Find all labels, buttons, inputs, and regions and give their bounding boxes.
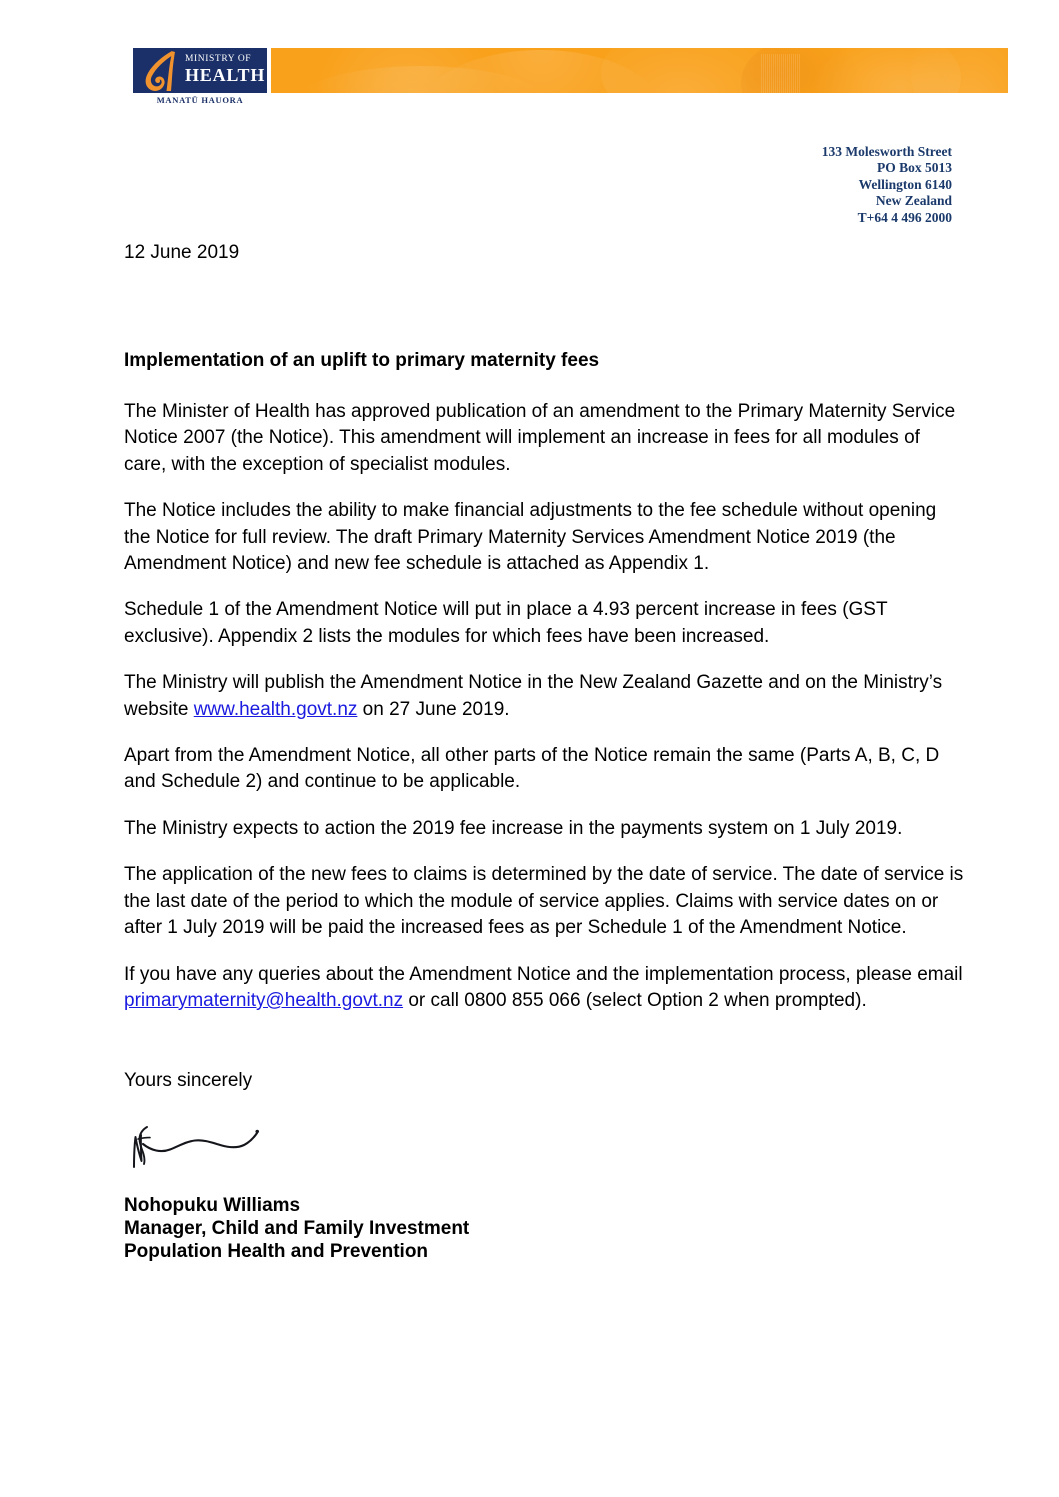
banner-swirl-7	[761, 54, 801, 93]
publication-text-after: on 27 June 2019.	[357, 698, 510, 720]
publication-text-before: The Ministry will publish the Amendment Notice in the New Zealand Gazette and on the Ministry’s website	[124, 672, 943, 720]
banner-swirl-2	[421, 50, 661, 93]
address-street: 133 Molesworth Street	[821, 144, 952, 159]
paragraph-publication-website	[124, 670, 965, 723]
sender-address-block	[690, 144, 952, 226]
queries-text-before: If you have any queries about the Amendment Notice and the implementation process, please email	[124, 963, 963, 985]
signatory-title: Manager, Child and Family Investment	[124, 1218, 470, 1240]
email-link[interactable]: primarymaternity@health.govt.nz	[124, 989, 404, 1011]
website-link[interactable]: www.health.govt.nz	[193, 698, 358, 720]
paragraph-schedule-increase: Schedule 1 of the Amendment Notice will put in place a 4.93 percent increase in fees (GST exclusive). Appendix 2 lists the modules for which fees have been increased.	[124, 599, 888, 647]
signature-block	[124, 1194, 965, 1263]
paragraph-queries-contact	[124, 962, 965, 1015]
paragraph-other-parts-same: Apart from the Amendment Notice, all other parts of the Notice remain the same (Parts A, B, C, D and Schedule 2) and continue to be applicable.	[124, 745, 940, 793]
signatory-name: Nohopuku Williams	[124, 1195, 301, 1217]
letter-body	[124, 241, 965, 1263]
orange-banner	[271, 48, 1008, 93]
paragraph-notice-ability: The Notice includes the ability to make financial adjustments to the fee schedule without opening the Notice for full review. The draft Primary Maternity Services Amendment Notice 2019 (the Amendment Notice) and new fee schedule is attached as Appendix 1.	[124, 500, 937, 575]
paragraph-minister-approval: The Minister of Health has approved publication of an amendment to the Primary Maternity Service Notice 2007 (the Notice). This amendment will implement an increase in fees for all modules of care, with the exception of specialist modules.	[124, 401, 956, 475]
letter-subject-heading: Implementation of an uplift to primary maternity fees	[124, 350, 600, 371]
address-po-box: PO Box 5013	[876, 160, 952, 176]
logo-tagline-manatu-hauora: MANATŪ HAUORA	[156, 95, 244, 105]
banner-swirl-3	[601, 48, 801, 93]
queries-text-after: or call 0800 855 066 (select Option 2 when prompted).	[403, 989, 867, 1011]
address-city-postcode: Wellington 6140	[858, 176, 952, 192]
handwritten-signature	[128, 1115, 298, 1175]
logo-line-health: HEALTH	[185, 65, 266, 85]
letter-date: 12 June 2019	[124, 242, 240, 263]
logo-line-ministry-of: MINISTRY OF	[185, 54, 252, 64]
address-country: New Zealand	[875, 193, 952, 209]
koru-spiral-icon	[139, 50, 183, 92]
signatory-division: Population Health and Prevention	[124, 1241, 429, 1263]
paragraph-date-of-service: The application of the new fees to claims is determined by the date of service. The date of service is the last date of the period to which the module of service applies. Claims with service dates on or after 1 July 2019 will be paid the increased fees as per Schedule 1 of the Amendment Notice.	[124, 864, 964, 939]
banner-swirl-1	[311, 48, 501, 93]
letterhead	[133, 48, 1008, 105]
logo-wordmark	[185, 53, 265, 86]
paragraph-payments-system: The Ministry expects to action the 2019 fee increase in the payments system on 1 July 2019.	[124, 817, 903, 839]
letter-closing: Yours sincerely	[124, 1070, 253, 1092]
banner-swirl-8	[291, 66, 551, 93]
ministry-of-health-logo	[133, 48, 267, 93]
banner-swirl-5	[811, 48, 961, 93]
banner-swirl-6	[911, 48, 1008, 93]
banner-swirl-4	[741, 48, 861, 93]
address-phone: T+64 4 496 2000	[857, 209, 952, 225]
